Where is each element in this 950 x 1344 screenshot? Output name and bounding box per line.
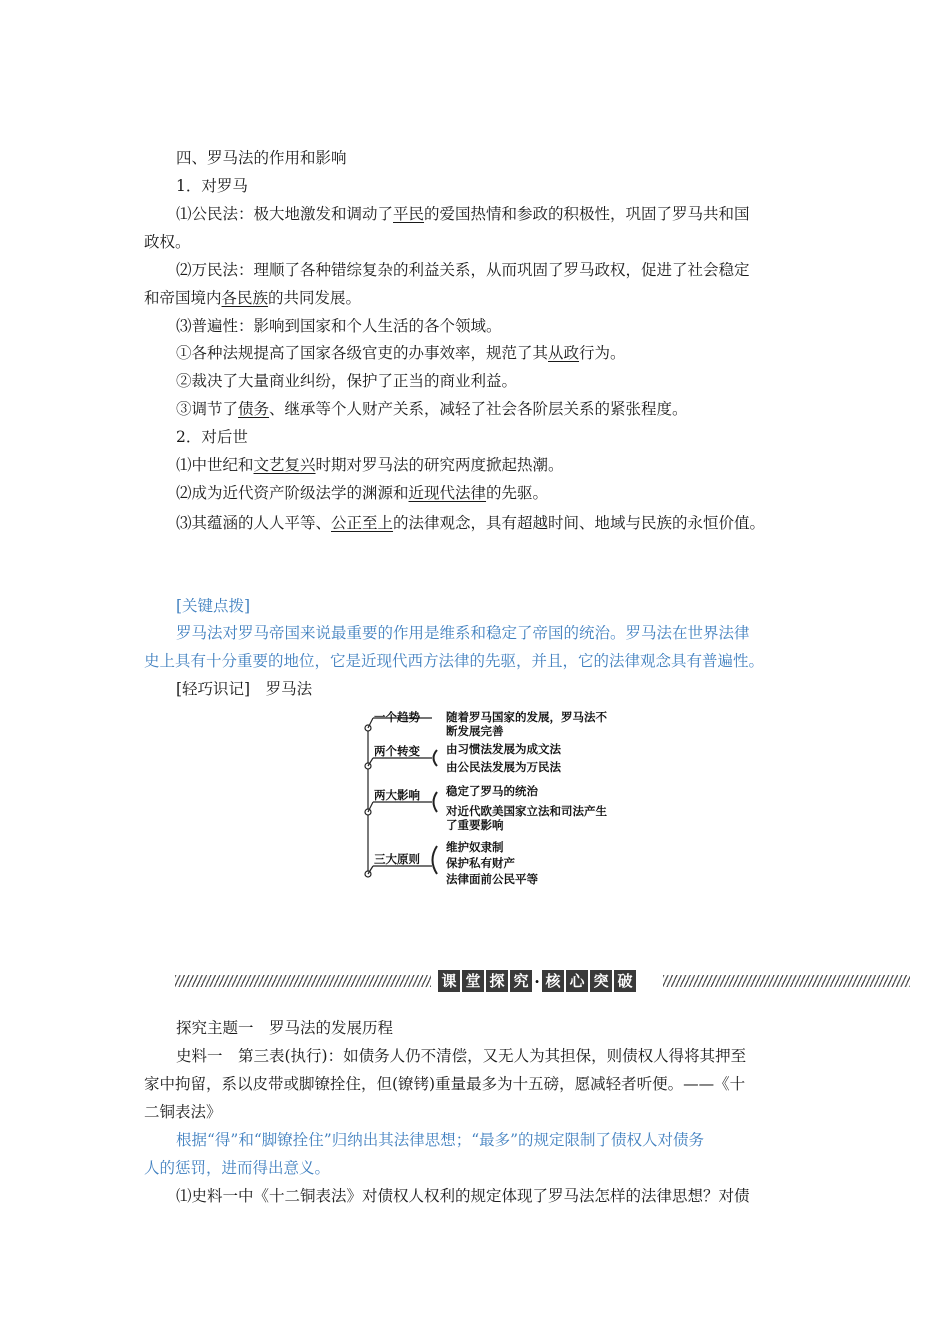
paragraph-civil-law <box>176 203 750 225</box>
paragraph-jus-gentium-cont <box>144 287 361 309</box>
item-circled-3 <box>176 398 688 420</box>
item-circled-1 <box>176 342 626 364</box>
text-segment: ⑴公民法：极大地激发和调动了 <box>176 205 394 223</box>
text-segment: ③调节了 <box>176 400 239 418</box>
banner-char: 究 <box>510 970 532 992</box>
text-segment: ⑶其蕴涵的人人平等、 <box>176 514 332 532</box>
text-segment: 的爱国热情和参政的积极性，巩固了罗马共和国 <box>424 205 750 223</box>
text-segment: ①各种法规提高了国家各级官吏的办事效率，规范了其 <box>176 344 549 362</box>
banner-char: 核 <box>542 970 564 992</box>
banner-char: 心 <box>566 970 588 992</box>
text-segment: 和帝国境内 <box>144 289 222 307</box>
banner-dot: · <box>534 971 540 991</box>
later-item-1 <box>176 454 564 476</box>
text-segment: ⑵成为近代资产阶级法学的渊源和 <box>176 484 409 502</box>
node-label-one-trend: 一个趋势 <box>374 710 420 724</box>
later-heading: 2．对后世 <box>176 428 248 446</box>
later-item-3 <box>176 512 765 534</box>
node-text: 保护私有财产 <box>446 856 515 870</box>
text-segment: 的法律观念，具有超越时间、地域与民族的永恒价值。 <box>393 514 766 532</box>
text-segment: 的先驱。 <box>486 484 549 502</box>
node-text: 由公民法发展为万民法 <box>446 760 561 774</box>
later-item-2 <box>176 482 548 504</box>
rome-heading: 1．对罗马 <box>176 177 248 195</box>
node-text: 随着罗马国家的发展，罗马法不 <box>446 710 607 724</box>
material-line-2: 家中拘留，系以皮带或脚镣拴住，但(镣铐)重量最多为十五磅，愿减轻者听便。——《十 <box>144 1075 746 1093</box>
key-point-line-1: 罗马法对罗马帝国来说最重要的作用是维系和稳定了帝国的统治。罗马法在世界法律 <box>176 624 750 642</box>
blank-answer: 平民 <box>393 205 425 223</box>
question-1: ⑴史料一中《十二铜表法》对债权人权利的规定体现了罗马法怎样的法律思想？对债 <box>176 1187 750 1205</box>
banner-char: 探 <box>486 970 508 992</box>
item-circled-2: ②裁决了大量商业纠纷，保护了正当的商业利益。 <box>176 372 518 390</box>
text-segment: ⑴中世纪和 <box>176 456 254 474</box>
banner-hatch-right <box>663 975 910 987</box>
node-text: 断发展完善 <box>446 724 504 738</box>
blank-answer: 公正至上 <box>331 514 394 532</box>
memory-label: [轻巧识记] 罗马法 <box>176 680 313 698</box>
paragraph-universality: ⑶普遍性：影响到国家和个人生活的各个领域。 <box>176 317 502 335</box>
text-segment: 行为。 <box>579 344 626 362</box>
node-label-two-changes: 两个转变 <box>374 744 420 758</box>
mind-map-diagram <box>360 706 640 890</box>
node-text: 由习惯法发展为成文法 <box>446 742 561 756</box>
paragraph-civil-law-cont: 政权。 <box>144 233 191 251</box>
inquiry-title: 探究主题一 罗马法的发展历程 <box>176 1019 394 1037</box>
banner-hatch-left <box>175 975 431 987</box>
node-text: 稳定了罗马的统治 <box>446 784 538 798</box>
blank-answer: 债务 <box>238 400 270 418</box>
material-line-1: 史料一 第三表(执行)：如债务人仍不清偿，又无人为其担保，则债权人得将其押至 <box>176 1047 747 1065</box>
node-label-three-principles: 三大原则 <box>374 852 420 866</box>
hint-line-1: 根据“得”和“脚镣拴住”归纳出其法律思想；“最多”的规定限制了债权人对债务 <box>176 1131 705 1149</box>
node-text: 法律面前公民平等 <box>446 872 538 886</box>
blank-answer: 文艺复兴 <box>253 456 316 474</box>
section-banner <box>175 968 910 996</box>
blank-answer: 各民族 <box>221 289 269 307</box>
key-point-line-2: 史上具有十分重要的地位，它是近现代西方法律的先驱，并且，它的法律观念具有普遍性。 <box>144 652 765 670</box>
blank-answer: 从政 <box>548 344 580 362</box>
banner-title <box>437 968 637 994</box>
banner-char: 堂 <box>462 970 484 992</box>
banner-char: 破 <box>614 970 636 992</box>
text-segment: 时期对罗马法的研究两度掀起热潮。 <box>315 456 564 474</box>
key-point-label: [关键点拨] <box>176 597 251 615</box>
section-title: 四、罗马法的作用和影响 <box>176 149 347 167</box>
material-line-3: 二铜表法》 <box>144 1103 222 1121</box>
banner-char: 突 <box>590 970 612 992</box>
blank-answer: 近现代法律 <box>408 484 487 502</box>
node-text: 了重要影响 <box>446 818 504 832</box>
text-segment: 的共同发展。 <box>268 289 362 307</box>
paragraph-jus-gentium: ⑵万民法：理顺了各种错综复杂的利益关系，从而巩固了罗马政权，促进了社会稳定 <box>176 261 750 279</box>
hint-line-2: 人的惩罚，进而得出意义。 <box>144 1159 331 1177</box>
node-text: 维护奴隶制 <box>446 840 504 854</box>
text-segment: 、继承等个人财产关系，减轻了社会各阶层关系的紧张程度。 <box>269 400 688 418</box>
banner-char: 课 <box>438 970 460 992</box>
node-label-two-impacts: 两大影响 <box>374 788 420 802</box>
node-text: 对近代欧美国家立法和司法产生 <box>446 804 607 818</box>
